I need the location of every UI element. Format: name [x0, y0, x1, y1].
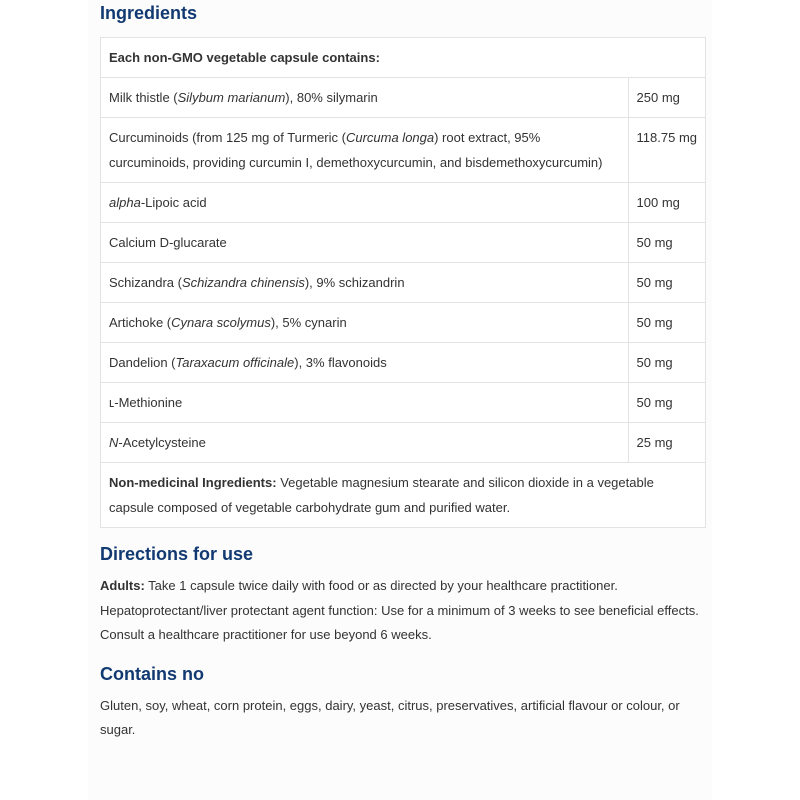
- contains-no-text: Gluten, soy, wheat, corn protein, eggs, dairy, yeast, citrus, preservatives, artificial flavour or colour, or sugar.: [100, 697, 680, 737]
- ingredient-amount: 50 mg: [628, 303, 705, 343]
- ingredient-latin: Cynara scolymus: [171, 315, 271, 330]
- table-header-row: [101, 38, 706, 78]
- ingredient-text: Calcium D-glucarate: [109, 235, 227, 250]
- product-info: [88, 0, 712, 800]
- ingredient-latin: Schizandra chinensis: [181, 275, 305, 290]
- directions-label: Adults:: [100, 578, 145, 593]
- ingredient-amount: 50 mg: [628, 383, 705, 423]
- ingredient-latin: Taraxacum officinale: [175, 355, 295, 370]
- ingredient-row: [101, 78, 706, 118]
- ingredient-amount: 50 mg: [628, 263, 705, 303]
- ingredient-latin: N: [109, 435, 119, 450]
- ingredient-latin: alpha: [109, 195, 141, 210]
- ingredient-amount: 50 mg: [628, 223, 705, 263]
- non-medicinal-row: [101, 463, 706, 528]
- ingredients-table: [100, 37, 706, 528]
- ingredient-text: Schizandra (: [109, 275, 182, 290]
- ingredient-name: [101, 383, 629, 423]
- ingredient-row: [101, 423, 706, 463]
- ingredient-name: [101, 183, 629, 223]
- non-medicinal-text: Vegetable magnesium stearate and silicon dioxide in a vegetable capsule composed of vegetable carbohydrate gum and purified water.: [109, 475, 654, 515]
- table-header: Each non-GMO vegetable capsule contains:: [101, 38, 706, 78]
- ingredient-text: ), 3% flavonoids: [294, 355, 387, 370]
- directions-text: [100, 574, 700, 648]
- directions-heading: Directions for use: [100, 544, 254, 564]
- ingredient-name: [101, 118, 629, 183]
- non-medicinal-label: Non-medicinal Ingredients:: [109, 475, 277, 490]
- ingredient-amount: 50 mg: [628, 343, 705, 383]
- ingredient-row: [101, 118, 706, 183]
- ingredient-text: ), 9% schizandrin: [304, 275, 405, 290]
- ingredient-row: [101, 223, 706, 263]
- ingredient-amount: 118.75 mg: [628, 118, 705, 183]
- ingredient-text: Milk thistle (: [109, 90, 178, 105]
- ingredient-text: -Acetylcysteine: [118, 435, 206, 450]
- ingredient-amount: 100 mg: [628, 183, 705, 223]
- ingredient-text: Dandelion (: [109, 355, 176, 370]
- ingredient-latin: Silybum marianum: [177, 90, 286, 105]
- ingredient-amount: 250 mg: [628, 78, 705, 118]
- ingredient-text: Curcuminoids (from 125 mg of Turmeric (: [109, 130, 346, 145]
- ingredient-row: [101, 263, 706, 303]
- ingredient-text: ), 80% silymarin: [285, 90, 378, 105]
- ingredient-name: [101, 343, 629, 383]
- ingredient-text: ), 5% cynarin: [270, 315, 347, 330]
- contains-no-heading: Contains no: [100, 663, 204, 684]
- ingredient-name: [101, 78, 629, 118]
- ingredient-latin: Curcuma longa: [345, 130, 435, 145]
- ingredient-text: ) root extract, 95% curcuminoids, providing curcumin I, demethoxycurcumin, and bisdemethoxycurcumin): [109, 130, 603, 170]
- ingredients-heading: Ingredients: [100, 3, 198, 23]
- non-medicinal-cell: [101, 463, 706, 528]
- ingredient-row: [101, 183, 706, 223]
- ingredient-name: [101, 303, 629, 343]
- ingredient-text: -Lipoic acid: [140, 195, 207, 210]
- ingredient-name: [101, 223, 629, 263]
- ingredient-row: [101, 303, 706, 343]
- ingredient-text: Artichoke (: [109, 315, 172, 330]
- ingredient-row: [101, 343, 706, 383]
- directions-body: Take 1 capsule twice daily with food or as directed by your healthcare practitioner. Hepatoprotectant/liver protectant agent function: Use for a minimum of 3 weeks to see beneficial effects. Consult a healthcare practitioner for use beyond 6 weeks.: [100, 578, 699, 642]
- ingredient-name: [101, 263, 629, 303]
- ingredient-row: [101, 383, 706, 423]
- ingredient-amount: 25 mg: [628, 423, 705, 463]
- ingredient-text: ʟ-Methionine: [109, 395, 183, 410]
- ingredient-name: [101, 423, 629, 463]
